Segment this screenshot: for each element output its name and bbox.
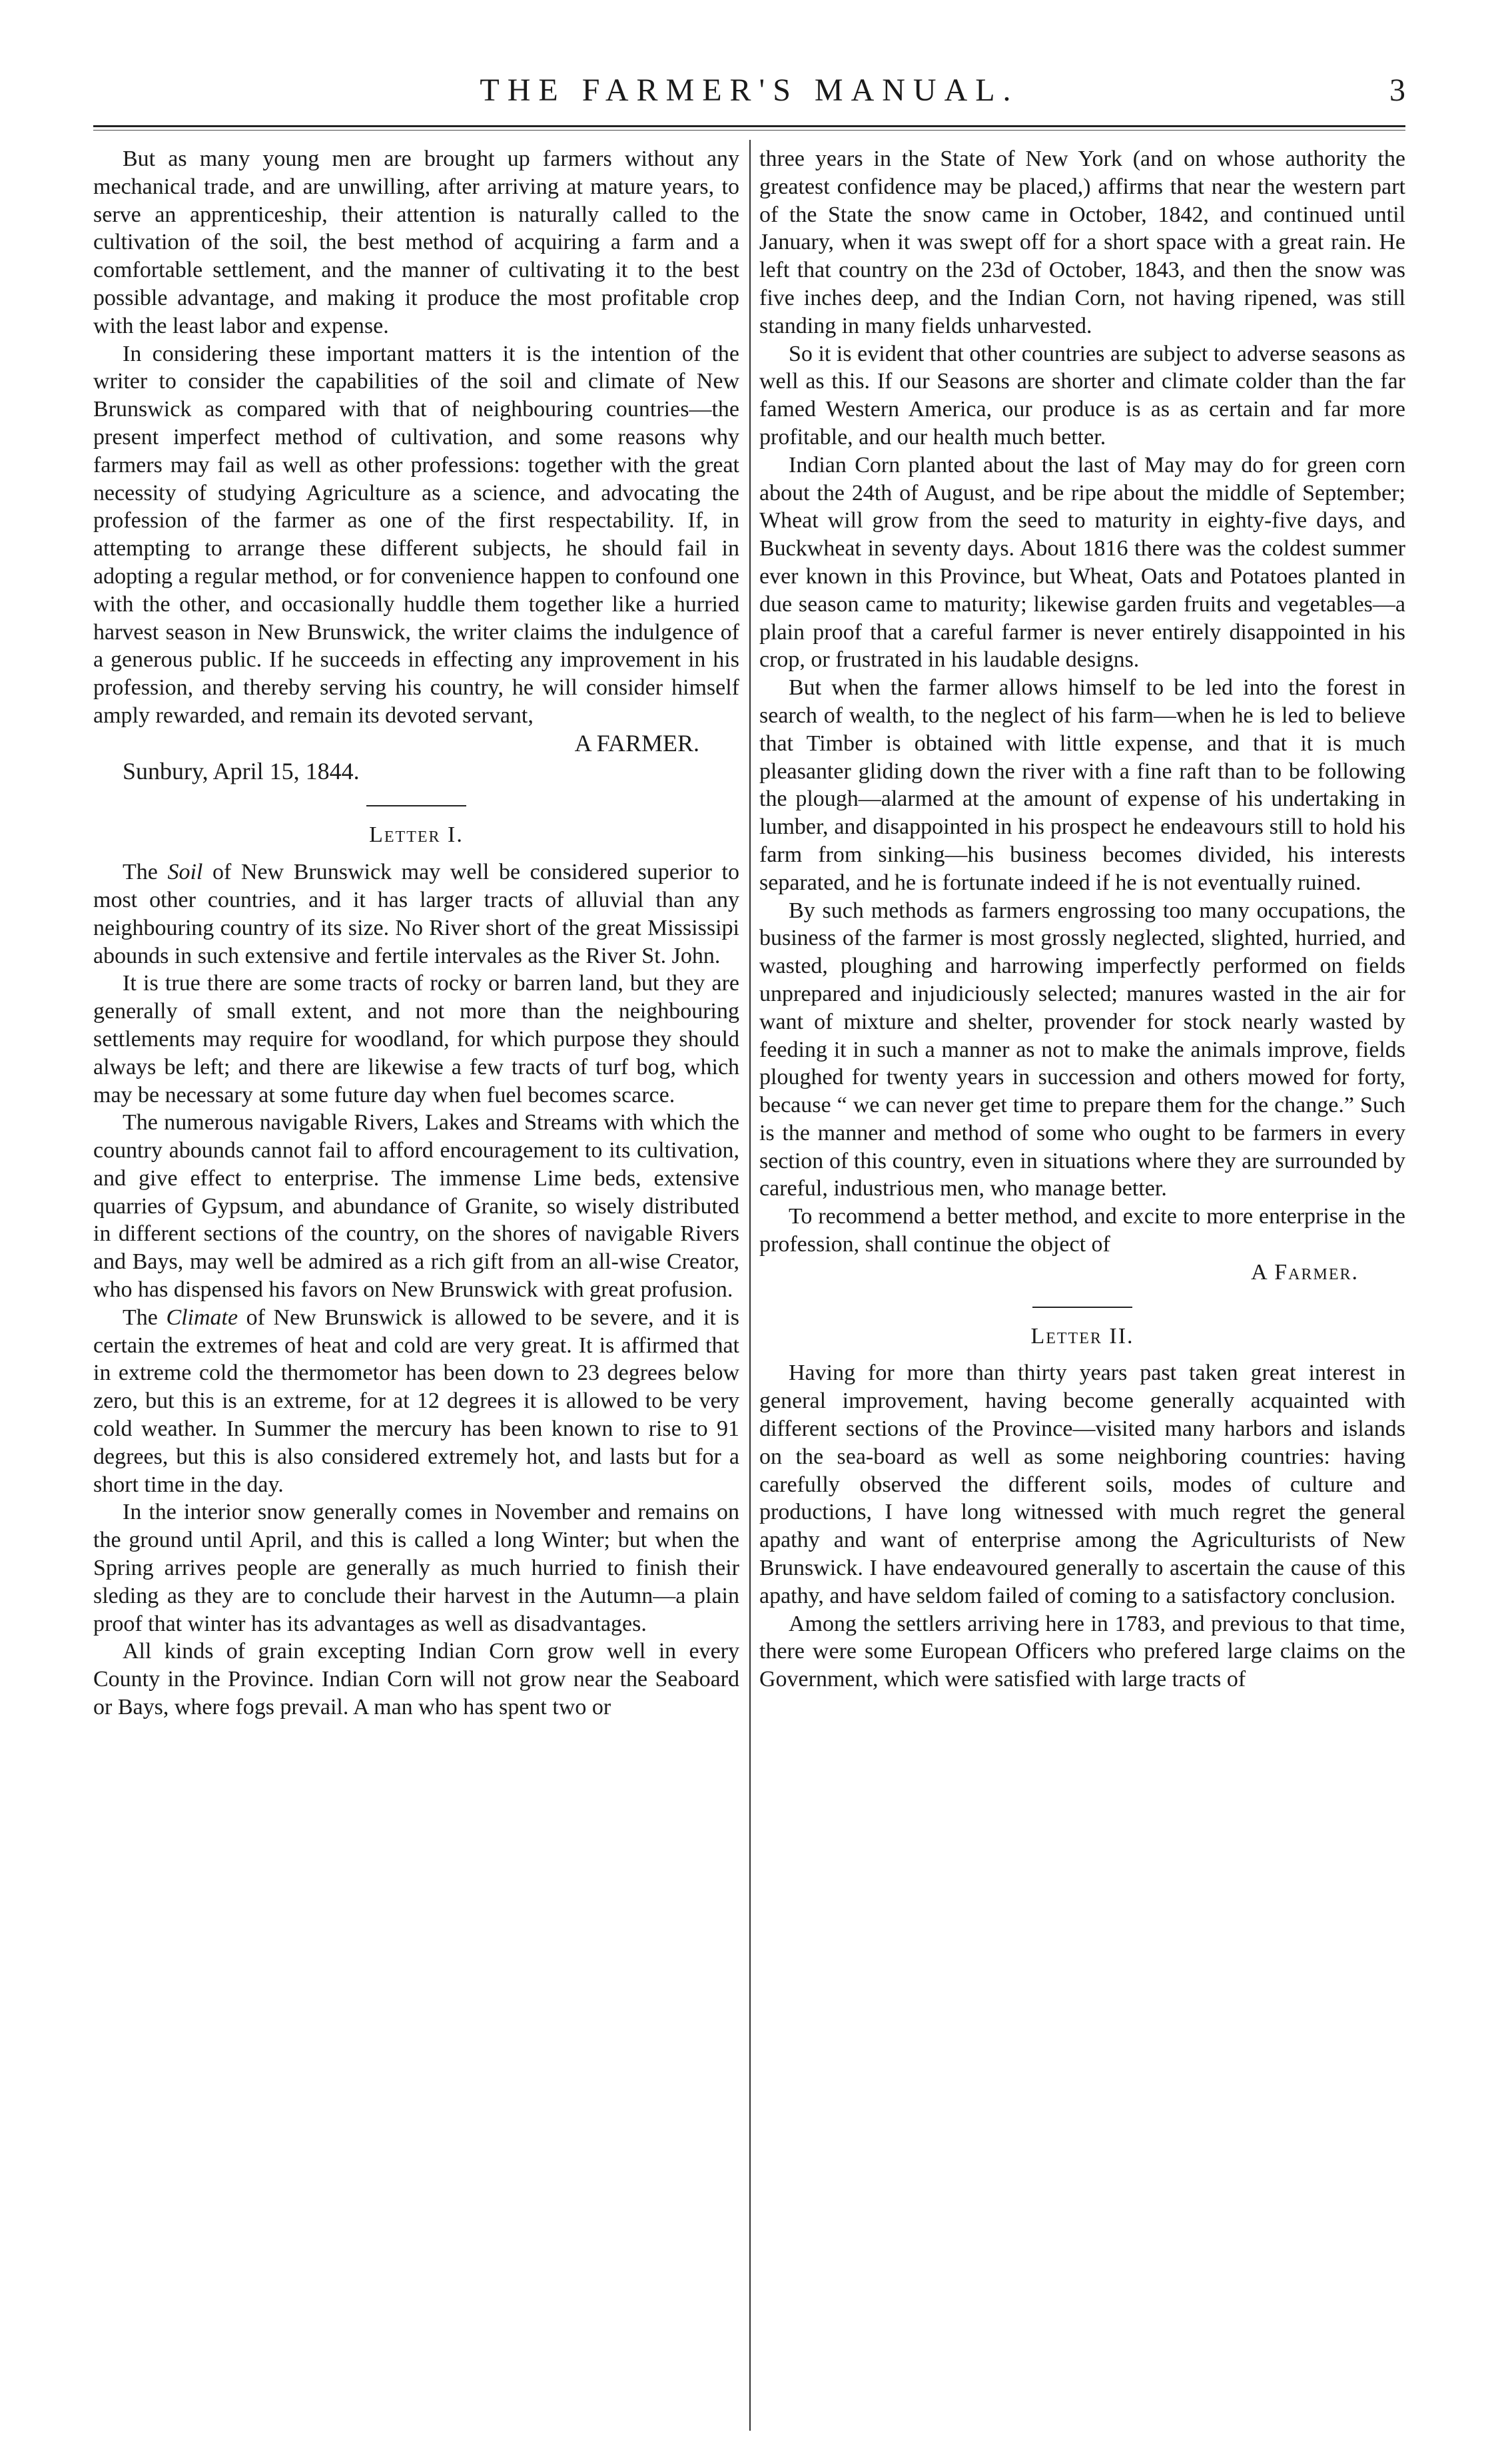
paragraph (93, 1304, 739, 1499)
paragraph: Among the settlers arriving here in 1783, and previous to that time, there were some European Officers who prefered large claims on the Government, which were satisfied with large tracts of (759, 1611, 1405, 1692)
paragraph: So it is evident that other countries are subject to adverse seasons as well as this. If our Seasons are shorter and climate colder than the far famed Western America, our produce is as as certain and far more profitable, and our health much better. (759, 341, 1405, 450)
paragraph: In considering these important matters it is the intention of the writer to consider the capabilities of the soil and climate of New Brunswick as compared with that of neighbouring countries—the present imperfect method of cultivation, and some reasons why farmers may fail as well as other professions: together with the great necessity of studying Agriculture as a science, and advocating the profession of the farmer as one of the first respectability. If, in attempting to arrange these different subjects, he should fail in adopting a regular method, or for convenience happen to confound one with the other, and occasionally huddle them together like a hurried harvest season in New Brunswick, the writer claims the indulgence of a generous public. If he succeeds in effecting any improvement in his profession, and thereby serving his country, he will consider himself amply rewarded, and remain its devoted servant, (93, 341, 739, 728)
section-rule (1032, 1307, 1132, 1308)
running-header (93, 72, 1405, 119)
paragraph: Indian Corn planted about the last of May may do for green corn about the 24th of August, and be ripe about the middle of September; Wheat will grow from the seed to maturity in eighty-five days, and Buckwheat in seventy days. About 1816 there was the coldest summer ever known in this Province, but Wheat, Oats and Potatoes planted in due season came to maturity; likewise garden fruits and vegetables—a plain proof that a careful farmer is never entirely disappointed in his crop, or frustrated in his laudable designs. (759, 452, 1405, 673)
emphasis: Soil (167, 860, 203, 885)
text-run: The (123, 860, 168, 885)
header-rule (93, 125, 1405, 131)
closing-signature-line (759, 1259, 1405, 1287)
running-title: THE FARMER'S MANUAL. (480, 73, 1019, 108)
paragraph: To recommend a better method, and excite to more enterprise in the profession, shall continue the object of (759, 1204, 1405, 1257)
signature: A Farmer. (1251, 1259, 1359, 1285)
letter-heading: Letter I. (369, 822, 464, 848)
page-number: 3 (1389, 73, 1405, 108)
paragraph (93, 858, 739, 970)
paragraph: By such methods as farmers engrossing too many occupations, the business of the farmer is most grossly neglected, slighted, hurried, and wasted, ploughing and harrowing imperfectly performed on fields unprepared and injudiciously selected; manures wasted in the air for want of mixture and shelter, provender for stock nearly wasted by feeding it in such a manner as not to make the animals improve, fields ploughed for twenty years in succession and others mowed for forty, because “ we can never get time to prepare them for the change.” Such is the manner and method of some who ought to be farmers in every section of this country, even in situations where they are surrounded by careful, industrious men, who manage better. (759, 898, 1405, 1201)
right-column (759, 145, 1405, 1694)
paragraph: In the interior snow generally comes in November and remains on the ground until April, and this is called a long Winter; but when the Spring arrives people are generally as much hurried to finish their sleding as they are to conclude their harvest in the Autumn—a plain proof that winter has its advantages as well as disadvantages. (93, 1500, 739, 1636)
paragraph: three years in the State of New York (and on whose authority the greatest confidence may be placed,) affirms that near the western part of the State the snow came in October, 1842, and continued until January, when it was swept off for a short space with a great rain. He left that country on the 23d of October, 1843, and then the snow was five inches deep, and the Indian Corn, not having ripened, was still standing in many fields unharvested. (759, 147, 1405, 338)
place-date: Sunbury, April 15, 1844. (123, 757, 360, 784)
paragraph: The numerous navigable Rivers, Lakes and Streams with which the country abounds cannot fail to afford encouragement to its cultivation, and give effect to enterprise. The immense Lime beds, extensive quarries of Gypsum, and abundance of Granite, so wisely distributed in different sections of the country, on the shores of navigable Rivers and Bays, may well be admired as a rich gift from an all-wise Creator, who has dispensed his favors on New Brunswick with great profusion. (93, 1110, 739, 1303)
paragraph: It is true there are some tracts of rocky or barren land, but they are generally of small extent, and not more than the neighbouring settlements may require for woodland, for which purpose they should always be left; and there are likewise a few tracts of turf bog, which may be necessary at some future day when fuel becomes scarce. (93, 971, 739, 1107)
paragraph: All kinds of grain excepting Indian Corn grow well in every County in the Province. Indian Corn will not grow near the Seaboard or Bays, where fogs prevail. A man who has spent two or (93, 1639, 739, 1720)
text-run: of New Brunswick may well be considered superior to most other countries, and it has larger tracts of alluvial than any neighbouring country of its size. No River short of the great Mississipi abounds in such extensive and fertile intervales as the River St. John. (93, 860, 739, 968)
text-run: The (123, 1305, 167, 1330)
signature: A FARMER. (574, 729, 699, 757)
paragraph: But when the farmer allows himself to be led into the forest in search of wealth, to the neglect of his farm—when he is led to believe that Timber is obtained with little expense, and that it is much pleasanter gliding down the river with a fine raft than to be following the plough—alarmed at the amount of expense of his undertaking in lumber, and disappointed in his prospect he endeavours still to hold his farm from sinking—his business becomes divided, his interests separated, and he is fortunate indeed if he is not eventually ruined. (759, 675, 1405, 895)
letter-heading: Letter II. (1030, 1323, 1134, 1349)
text-run: of New Brunswick is allowed to be severe, and it is certain the extremes of heat and cold are very great. It is affirmed that in extreme cold the thermometor has been down to 23 degrees below zero, but this is an extreme, for at 12 degrees it is allowed to be very cold weather. In Summer the mercury has been known to rise to 91 degrees, but this is also considered extremely hot, and lasts but for a short time in the day. (93, 1305, 739, 1497)
paragraph: But as many young men are brought up farmers without any mechanical trade, and are unwilling, after arriving at mature years, to serve an apprenticeship, their attention is naturally called to the cultivation of the soil, the best method of acquiring a farm and a comfortable settlement, and the manner of cultivating it to the best possible advantage, and making it produce the most profitable crop with the least labor and expense. (93, 147, 739, 338)
section-rule (366, 805, 466, 806)
signature-line (93, 730, 739, 758)
paragraph: Having for more than thirty years past taken great interest in general improvement, having become generally acquainted with different sections of the Province—visited many harbors and islands on the sea-board as well as some neighboring countries: having carefully observed the different soils, modes of culture and productions, I have long witnessed with much regret the general apathy and want of enterprise among the Agriculturists of New Brunswick. I have endeavoured generally to ascertain the cause of this apathy, and have seldom failed of coming to a satisfactory conclusion. (759, 1361, 1405, 1608)
left-column (93, 145, 739, 1721)
emphasis: Climate (166, 1305, 238, 1330)
column-divider (749, 140, 751, 2431)
